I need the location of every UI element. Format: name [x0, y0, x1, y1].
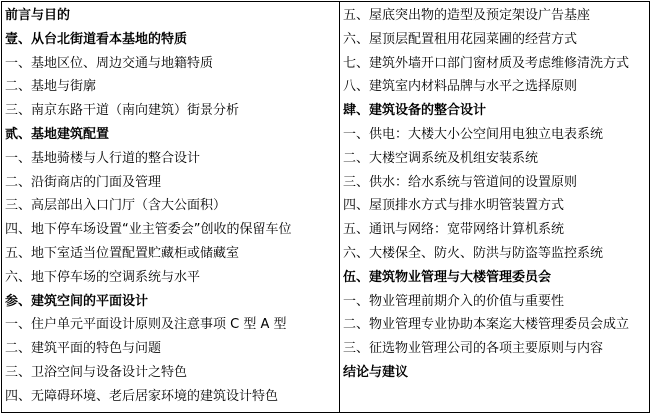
toc-row: 一、供电：大楼大小公空间用电独立电表系统: [343, 126, 604, 142]
toc-row: 六、屋顶层配置租用花园菜圃的经营方式: [343, 31, 578, 47]
toc-row: 二、建筑平面的特色与问题: [5, 341, 162, 357]
toc-row: 一、物业管理前期介入的价值与重要性: [343, 293, 565, 309]
toc-row: 三、南京东路干道（南向建筑）街景分析: [5, 103, 240, 119]
toc-row: [343, 385, 649, 409]
table-of-contents: [1, 1, 650, 413]
toc-row: 六、大楼保全、防火、防洪与防盗等监控系统: [343, 245, 604, 261]
toc-row: 二、沿街商店的门面及管理: [5, 174, 162, 190]
toc-row: 四、屋顶排水方式与排水明管装置方式: [343, 198, 565, 214]
toc-row: 二、物业管理专业协助本案迄大楼管理委员会成立: [343, 317, 630, 333]
toc-row: 六、地下停车场的空调系统与水平: [5, 269, 201, 285]
toc-row: 三、征选物业管理公司的各项主要原则与内容: [343, 341, 604, 357]
toc-row: 八、建筑室内材料品牌与水平之选择原则: [343, 79, 578, 95]
toc-row: 参、建筑空间的平面设计: [5, 293, 149, 309]
toc-row: 二、基地与街廓: [5, 79, 97, 95]
toc-left-column: [2, 2, 340, 412]
toc-row: 四、无障碍环境、老后居家环境的建筑设计特色: [5, 388, 279, 404]
toc-row: 前言与目的: [5, 8, 71, 23]
toc-right-column: [340, 2, 649, 412]
toc-row: 四、地下停车场设置“业主管委会”创收的保留车位: [5, 222, 292, 238]
toc-row: 贰、基地建筑配置: [5, 126, 110, 142]
toc-row: 结论与建议: [343, 364, 409, 380]
toc-row: 二、大楼空调系统及机组安装系统: [343, 150, 539, 166]
toc-row: 七、建筑外墙开口部门窗材质及考虑维修清洗方式: [343, 55, 630, 71]
toc-row: 三、供水：给水系统与管道间的设置原则: [343, 174, 578, 190]
toc-row: 五、通讯与网络：宽带网络计算机系统: [343, 222, 565, 238]
toc-row: 伍、建筑物业管理与大楼管理委员会: [343, 269, 552, 285]
toc-row: 一、基地区位、周边交通与地籍特质: [5, 55, 214, 71]
toc-row: 壹、从台北街道看本基地的特质: [5, 31, 188, 47]
toc-row: 一、基地骑楼与人行道的整合设计: [5, 150, 201, 166]
toc-row: 三、卫浴空间与设备设计之特色: [5, 364, 188, 380]
toc-row: 五、地下室适当位置配置贮藏柜或储藏室: [5, 245, 240, 261]
toc-row: 肆、建筑设备的整合设计: [343, 103, 487, 119]
toc-row: 一、住户单元平面设计原则及注意事项 C 型 A 型: [5, 317, 287, 333]
toc-row: 五、屋底突出物的造型及预定架设广告基座: [343, 8, 591, 23]
toc-row: 三、高层部出入口门厅（含大公面积）: [5, 198, 227, 214]
